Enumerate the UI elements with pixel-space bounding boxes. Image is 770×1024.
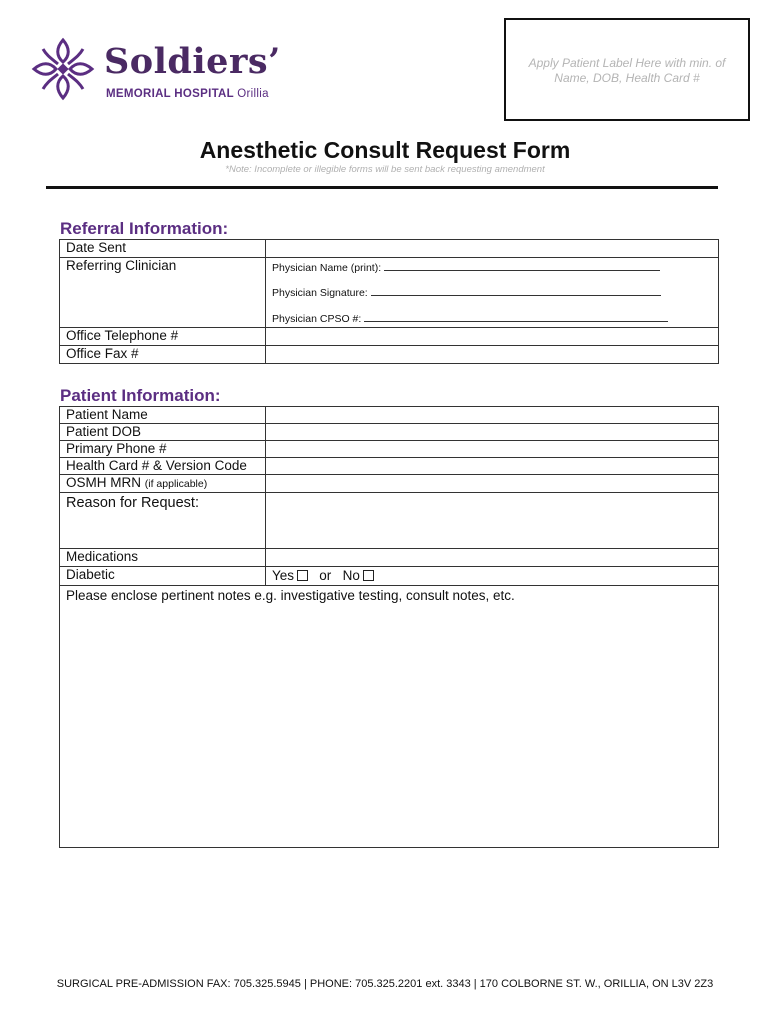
physician-signature-label: Physician Signature:: [272, 287, 368, 299]
table-row: [60, 407, 719, 424]
referral-table: [59, 239, 719, 364]
diabetic-yes-label: Yes: [272, 568, 295, 583]
diabetic-label: Diabetic: [60, 567, 266, 586]
osmh-mrn-note: (if applicable): [144, 478, 208, 490]
date-sent-field[interactable]: [266, 240, 719, 258]
osmh-mrn-label: [60, 475, 266, 493]
diabetic-no-checkbox[interactable]: [363, 570, 374, 581]
physician-name-line[interactable]: [272, 260, 712, 285]
flower-logo-icon: [30, 36, 96, 102]
table-row: [60, 567, 719, 586]
diabetic-no-label: No: [342, 568, 360, 583]
referring-clinician-field[interactable]: [266, 258, 719, 328]
osmh-mrn-field[interactable]: [266, 475, 719, 493]
form-title: Anesthetic Consult Request Form: [199, 137, 571, 163]
diabetic-yes-checkbox[interactable]: [297, 570, 308, 581]
reason-field[interactable]: [266, 493, 719, 549]
patient-dob-field[interactable]: [266, 424, 719, 441]
hospital-logo: [30, 34, 280, 104]
primary-phone-label: Primary Phone #: [60, 441, 266, 458]
table-row: [60, 458, 719, 475]
medications-label: Medications: [60, 549, 266, 567]
patient-label-box[interactable]: [504, 18, 750, 121]
form-note: *Note: Incomplete or illegible forms will be sent back requesting amendment: [225, 164, 545, 175]
medications-field[interactable]: [266, 549, 719, 567]
patient-dob-label: Patient DOB: [60, 424, 266, 441]
diabetic-or-text: or: [319, 568, 332, 583]
referring-clinician-label: Referring Clinician: [60, 258, 266, 328]
physician-signature-line[interactable]: [272, 285, 712, 311]
patient-name-label: Patient Name: [60, 407, 266, 424]
patient-table: [59, 406, 719, 848]
logo-name: Soldiers’: [104, 41, 281, 82]
physician-name-label: Physician Name (print):: [272, 262, 382, 274]
table-row: [60, 441, 719, 458]
logo-subtitle: [106, 88, 269, 100]
table-row: [60, 328, 719, 346]
office-fax-field[interactable]: [266, 346, 719, 364]
diabetic-field: [266, 567, 719, 586]
referral-heading: Referral Information:: [60, 219, 229, 238]
logo-subtitle-bold: MEMORIAL HOSPITAL: [106, 88, 234, 100]
physician-cpso-label: Physician CPSO #:: [272, 313, 362, 325]
osmh-mrn-text: OSMH MRN: [66, 475, 141, 490]
office-telephone-field[interactable]: [266, 328, 719, 346]
logo-subtitle-town: Orillia: [237, 88, 269, 100]
primary-phone-field[interactable]: [266, 441, 719, 458]
table-row: [60, 586, 719, 848]
table-row: [60, 258, 719, 328]
table-row: [60, 493, 719, 549]
patient-name-field[interactable]: [266, 407, 719, 424]
footer-contact: SURGICAL PRE-ADMISSION FAX: 705.325.5945 | PHONE: 705.325.2201 ext. 3343 | 170 COLBORNE ST. W., ORILLIA, ON L3V 2Z3: [56, 978, 714, 990]
table-row: [60, 346, 719, 364]
office-telephone-label: Office Telephone #: [60, 328, 266, 346]
enclose-notes-label: Please enclose pertinent notes e.g. investigative testing, consult notes, etc.: [66, 588, 515, 603]
health-card-field[interactable]: [266, 458, 719, 475]
enclose-notes-area[interactable]: [60, 586, 719, 848]
title-divider: [46, 186, 718, 189]
table-row: [60, 549, 719, 567]
table-row: [60, 475, 719, 493]
patient-heading: Patient Information:: [60, 386, 221, 405]
date-sent-label: Date Sent: [60, 240, 266, 258]
office-fax-label: Office Fax #: [60, 346, 266, 364]
reason-label: Reason for Request:: [60, 493, 266, 549]
patient-label-instruction: Apply Patient Label Here with min. of Name, DOB, Health Card #: [528, 56, 726, 85]
health-card-label: Health Card # & Version Code: [60, 458, 266, 475]
table-row: [60, 240, 719, 258]
table-row: [60, 424, 719, 441]
physician-cpso-line[interactable]: [272, 311, 712, 327]
